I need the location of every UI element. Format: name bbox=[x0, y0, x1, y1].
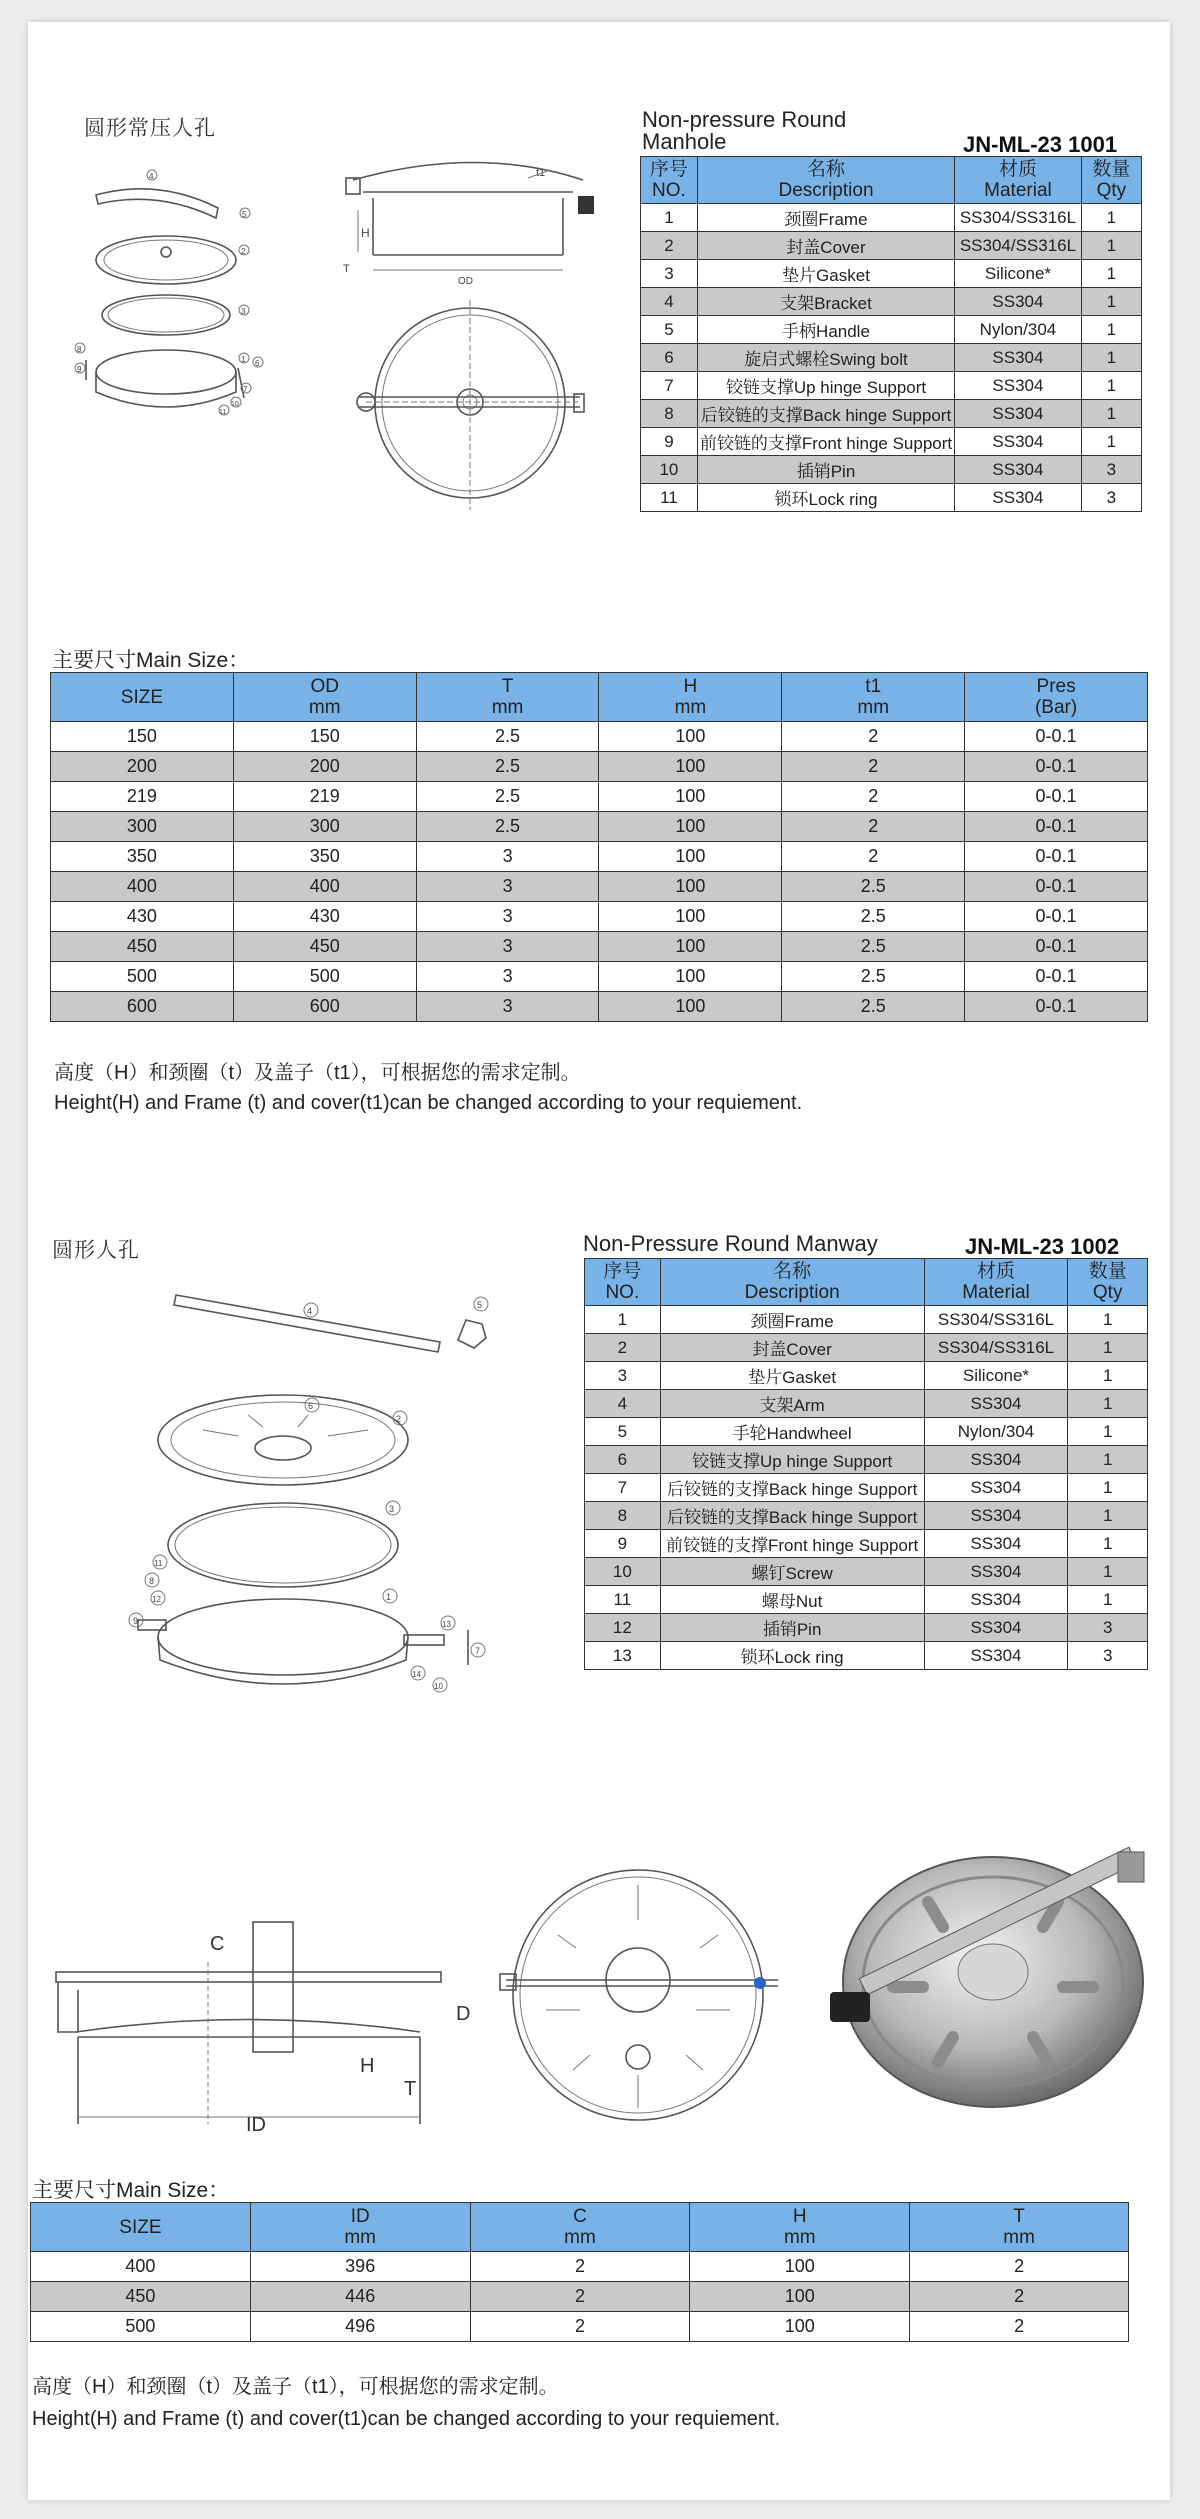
size-cell: 350 bbox=[233, 842, 416, 872]
parts-cell-no: 7 bbox=[641, 372, 698, 400]
parts-cell-no: 1 bbox=[585, 1306, 661, 1334]
parts-cell-no: 8 bbox=[585, 1502, 661, 1530]
size-cell: 150 bbox=[233, 722, 416, 752]
size-cell: 100 bbox=[599, 902, 782, 932]
callout2-12: 12 bbox=[152, 1595, 161, 1604]
parts-cell-qty: 1 bbox=[1081, 316, 1141, 344]
callout-1: 1 bbox=[241, 355, 246, 364]
parts-cell-qty: 3 bbox=[1081, 456, 1141, 484]
parts-cell-material: SS304/SS316L bbox=[924, 1306, 1068, 1334]
callout-6: 6 bbox=[255, 359, 260, 368]
dim-d-label: D bbox=[456, 2003, 471, 2025]
callout2-10: 10 bbox=[434, 1682, 443, 1691]
parts-cell-material: SS304/SS316L bbox=[955, 232, 1082, 260]
size-cell: 100 bbox=[690, 2252, 910, 2282]
callout2-11: 11 bbox=[154, 1559, 163, 1568]
size-cell: 0-0.1 bbox=[965, 872, 1148, 902]
size-cell: 500 bbox=[233, 962, 416, 992]
size-col-header: T mm bbox=[416, 673, 599, 722]
parts-row bbox=[641, 288, 1142, 316]
parts-cell-desc: 插销Pin bbox=[697, 456, 954, 484]
size-cell: 100 bbox=[599, 992, 782, 1022]
parts-cell-no: 6 bbox=[585, 1446, 661, 1474]
product1-section-drawing bbox=[328, 140, 628, 530]
parts-cell-no: 11 bbox=[641, 484, 698, 512]
parts-cell-material: SS304 bbox=[924, 1558, 1068, 1586]
callout2-8: 8 bbox=[149, 1576, 155, 1586]
callout-2: 2 bbox=[241, 247, 246, 256]
size-row bbox=[51, 752, 1148, 782]
parts-cell-no: 2 bbox=[585, 1334, 661, 1362]
size-cell: 100 bbox=[599, 782, 782, 812]
parts-cell-qty: 1 bbox=[1068, 1502, 1148, 1530]
size-cell: 430 bbox=[51, 902, 234, 932]
parts-cell-qty: 1 bbox=[1068, 1558, 1148, 1586]
product2-size-table bbox=[30, 2202, 1129, 2342]
size-cell: 2.5 bbox=[416, 752, 599, 782]
size-cell: 3 bbox=[416, 842, 599, 872]
parts-cell-material: SS304 bbox=[924, 1586, 1068, 1614]
parts-cell-no: 4 bbox=[641, 288, 698, 316]
parts-cell-no: 5 bbox=[585, 1418, 661, 1446]
parts-cell-no: 11 bbox=[585, 1586, 661, 1614]
parts-cell-qty: 1 bbox=[1068, 1446, 1148, 1474]
parts-cell-material: Silicone* bbox=[955, 260, 1082, 288]
parts-row bbox=[585, 1362, 1148, 1390]
size-cell: 2.5 bbox=[782, 962, 965, 992]
size-cell: 3 bbox=[416, 992, 599, 1022]
parts-cell-desc: 螺钉Screw bbox=[660, 1558, 924, 1586]
parts-cell-no: 10 bbox=[585, 1558, 661, 1586]
size-cell: 496 bbox=[250, 2312, 470, 2342]
size-cell: 219 bbox=[51, 782, 234, 812]
parts-cell-qty: 1 bbox=[1081, 232, 1141, 260]
size-cell: 2 bbox=[782, 812, 965, 842]
parts-cell-desc: 支架Arm bbox=[660, 1390, 924, 1418]
size-row bbox=[51, 812, 1148, 842]
parts-row bbox=[585, 1446, 1148, 1474]
size-col-header: SIZE bbox=[31, 2203, 251, 2252]
size-cell: 100 bbox=[599, 842, 782, 872]
product2-model-code: JN-ML-23 1002 bbox=[965, 1234, 1120, 1259]
parts-cell-qty: 1 bbox=[1068, 1334, 1148, 1362]
dim-id-label: ID bbox=[246, 2114, 266, 2132]
size-cell: 2 bbox=[782, 842, 965, 872]
size-cell: 2.5 bbox=[782, 902, 965, 932]
callout-4: 4 bbox=[149, 172, 154, 181]
parts-cell-desc: 颈圈Frame bbox=[660, 1306, 924, 1334]
parts-cell-desc: 锁环Lock ring bbox=[697, 484, 954, 512]
size-cell: 430 bbox=[233, 902, 416, 932]
size-cell: 200 bbox=[51, 752, 234, 782]
parts-row bbox=[585, 1306, 1148, 1334]
size-cell: 2 bbox=[910, 2312, 1129, 2342]
size-cell: 450 bbox=[51, 932, 234, 962]
size-cell: 600 bbox=[233, 992, 416, 1022]
parts-cell-no: 9 bbox=[585, 1530, 661, 1558]
size-row bbox=[51, 992, 1148, 1022]
parts-row bbox=[641, 260, 1142, 288]
parts-cell-material: Nylon/304 bbox=[924, 1418, 1068, 1446]
parts-row bbox=[641, 232, 1142, 260]
parts-cell-qty: 1 bbox=[1068, 1418, 1148, 1446]
size-cell: 219 bbox=[233, 782, 416, 812]
parts-cell-no: 4 bbox=[585, 1390, 661, 1418]
size-cell: 100 bbox=[599, 932, 782, 962]
parts-cell-desc: 前铰链的支撑Front hinge Support bbox=[660, 1530, 924, 1558]
product2-cn-title: 圆形人孔 bbox=[52, 1239, 140, 1262]
size-cell: 2.5 bbox=[416, 812, 599, 842]
parts-cell-no: 8 bbox=[641, 400, 698, 428]
parts-row bbox=[641, 344, 1142, 372]
size-cell: 100 bbox=[599, 812, 782, 842]
size-cell: 0-0.1 bbox=[965, 752, 1148, 782]
parts-cell-qty: 1 bbox=[1068, 1586, 1148, 1614]
parts-row bbox=[585, 1390, 1148, 1418]
callout2-2: 2 bbox=[396, 1414, 402, 1424]
parts-cell-qty: 3 bbox=[1081, 484, 1141, 512]
parts-cell-material: SS304 bbox=[924, 1530, 1068, 1558]
size-cell: 2 bbox=[470, 2312, 690, 2342]
product2-photo-illustration bbox=[828, 1822, 1158, 2122]
size-cell: 3 bbox=[416, 932, 599, 962]
parts-cell-desc: 后铰链的支撑Back hinge Support bbox=[660, 1474, 924, 1502]
size-cell: 350 bbox=[51, 842, 234, 872]
size-cell: 0-0.1 bbox=[965, 842, 1148, 872]
callout2-7: 7 bbox=[475, 1646, 481, 1656]
product2-note-en: Height(H) and Frame (t) and cover(t1)can be changed according to your requiement. bbox=[32, 2408, 781, 2430]
parts-row bbox=[641, 204, 1142, 232]
col-no-header: 序号 NO. bbox=[641, 157, 698, 204]
product1-title-line2: Manhole bbox=[642, 129, 727, 154]
size-col-header: H mm bbox=[599, 673, 782, 722]
col-qty-header: 数量 Qty bbox=[1081, 157, 1141, 204]
parts-cell-desc: 封盖Cover bbox=[660, 1334, 924, 1362]
parts-cell-qty: 1 bbox=[1068, 1530, 1148, 1558]
size-cell: 450 bbox=[233, 932, 416, 962]
size-row bbox=[51, 722, 1148, 752]
parts-row bbox=[585, 1642, 1148, 1670]
parts-row bbox=[585, 1614, 1148, 1642]
product1-size-title: 主要尺寸Main Size： bbox=[52, 649, 250, 672]
size-cell: 2 bbox=[910, 2282, 1129, 2312]
callout2-5: 5 bbox=[477, 1300, 483, 1310]
product1-parts-table bbox=[640, 156, 1142, 512]
parts-cell-desc: 后铰链的支撑Back hinge Support bbox=[697, 400, 954, 428]
dim-h-label2: H bbox=[360, 2055, 375, 2077]
parts-cell-material: SS304 bbox=[924, 1446, 1068, 1474]
size-cell: 0-0.1 bbox=[965, 782, 1148, 812]
callout2-13: 13 bbox=[442, 1620, 451, 1629]
size-col-header: t1 mm bbox=[782, 673, 965, 722]
parts-cell-qty: 1 bbox=[1081, 344, 1141, 372]
product2-section-drawing bbox=[48, 1892, 478, 2132]
size-col-header: T mm bbox=[910, 2203, 1129, 2252]
callout2-4: 4 bbox=[307, 1306, 313, 1316]
parts-row bbox=[641, 456, 1142, 484]
parts-cell-material: SS304/SS316L bbox=[955, 204, 1082, 232]
size-cell: 100 bbox=[690, 2282, 910, 2312]
size-row bbox=[51, 782, 1148, 812]
parts-cell-qty: 1 bbox=[1081, 400, 1141, 428]
parts-cell-desc: 锁环Lock ring bbox=[660, 1642, 924, 1670]
product2-title: Non-Pressure Round Manway bbox=[583, 1231, 878, 1256]
catalog-page bbox=[28, 22, 1170, 2500]
parts-cell-qty: 1 bbox=[1068, 1390, 1148, 1418]
size-cell: 2.5 bbox=[416, 722, 599, 752]
callout2-1: 1 bbox=[386, 1592, 392, 1602]
size-cell: 2 bbox=[470, 2252, 690, 2282]
parts-cell-material: SS304 bbox=[955, 456, 1082, 484]
col-material-header: 材质 Material bbox=[924, 1259, 1068, 1306]
parts-cell-material: Silicone* bbox=[924, 1362, 1068, 1390]
parts-cell-qty: 1 bbox=[1068, 1474, 1148, 1502]
parts-cell-no: 2 bbox=[641, 232, 698, 260]
size-row bbox=[51, 932, 1148, 962]
size-col-header: Pres (Bar) bbox=[965, 673, 1148, 722]
size-col-header: SIZE bbox=[51, 673, 234, 722]
size-cell: 100 bbox=[599, 962, 782, 992]
parts-cell-qty: 1 bbox=[1081, 372, 1141, 400]
parts-row bbox=[641, 372, 1142, 400]
size-col-header: C mm bbox=[470, 2203, 690, 2252]
product1-note-en: Height(H) and Frame (t) and cover(t1)can be changed according to your requiement. bbox=[54, 1092, 803, 1114]
parts-cell-material: SS304 bbox=[955, 484, 1082, 512]
parts-cell-material: SS304 bbox=[955, 372, 1082, 400]
parts-cell-material: SS304 bbox=[924, 1642, 1068, 1670]
product2-size-title: 主要尺寸Main Size： bbox=[32, 2179, 230, 2202]
size-cell: 0-0.1 bbox=[965, 812, 1148, 842]
size-cell: 2 bbox=[470, 2282, 690, 2312]
callout2-14: 14 bbox=[412, 1670, 421, 1679]
parts-cell-desc: 后铰链的支撑Back hinge Support bbox=[660, 1502, 924, 1530]
col-desc-header: 名称 Description bbox=[697, 157, 954, 204]
size-col-header: H mm bbox=[690, 2203, 910, 2252]
parts-cell-no: 3 bbox=[641, 260, 698, 288]
size-cell: 500 bbox=[31, 2312, 251, 2342]
parts-row bbox=[585, 1418, 1148, 1446]
callout-10: 10 bbox=[231, 401, 239, 408]
product1-model-code: JN-ML-23 1001 bbox=[963, 132, 1118, 157]
size-cell: 0-0.1 bbox=[965, 932, 1148, 962]
size-row bbox=[51, 872, 1148, 902]
dim-t-label2: T bbox=[404, 2078, 417, 2100]
dim-t-label: T bbox=[343, 263, 350, 275]
size-cell: 3 bbox=[416, 962, 599, 992]
parts-cell-desc: 铰链支撑Up hinge Support bbox=[697, 372, 954, 400]
dim-c-label: C bbox=[210, 1933, 225, 1955]
callout-9: 9 bbox=[77, 365, 82, 374]
parts-cell-desc: 螺母Nut bbox=[660, 1586, 924, 1614]
parts-cell-qty: 1 bbox=[1081, 260, 1141, 288]
size-col-header: ID mm bbox=[250, 2203, 470, 2252]
product1-note-cn: 高度（H）和颈圈（t）及盖子（t1），可根据您的需求定制。 bbox=[54, 1062, 581, 1084]
size-cell: 2 bbox=[782, 752, 965, 782]
parts-row bbox=[585, 1530, 1148, 1558]
size-cell: 2.5 bbox=[782, 932, 965, 962]
callout2-3: 3 bbox=[389, 1504, 395, 1514]
parts-cell-no: 7 bbox=[585, 1474, 661, 1502]
parts-cell-qty: 3 bbox=[1068, 1642, 1148, 1670]
size-col-header: OD mm bbox=[233, 673, 416, 722]
parts-cell-no: 5 bbox=[641, 316, 698, 344]
parts-cell-no: 13 bbox=[585, 1642, 661, 1670]
parts-row bbox=[641, 428, 1142, 456]
parts-cell-material: SS304 bbox=[955, 288, 1082, 316]
parts-cell-no: 3 bbox=[585, 1362, 661, 1390]
parts-row bbox=[585, 1474, 1148, 1502]
size-row bbox=[31, 2282, 1129, 2312]
parts-cell-material: SS304 bbox=[924, 1502, 1068, 1530]
parts-cell-qty: 3 bbox=[1068, 1614, 1148, 1642]
size-cell: 400 bbox=[233, 872, 416, 902]
parts-cell-no: 6 bbox=[641, 344, 698, 372]
size-cell: 0-0.1 bbox=[965, 902, 1148, 932]
callout-11: 11 bbox=[219, 409, 227, 416]
parts-row bbox=[585, 1558, 1148, 1586]
parts-cell-no: 10 bbox=[641, 456, 698, 484]
parts-cell-material: SS304/SS316L bbox=[924, 1334, 1068, 1362]
size-row bbox=[51, 962, 1148, 992]
parts-cell-desc: 垫片Gasket bbox=[697, 260, 954, 288]
size-cell: 100 bbox=[599, 752, 782, 782]
size-cell: 300 bbox=[51, 812, 234, 842]
size-cell: 100 bbox=[599, 722, 782, 752]
parts-cell-desc: 颈圈Frame bbox=[697, 204, 954, 232]
parts-row bbox=[585, 1334, 1148, 1362]
size-cell: 300 bbox=[233, 812, 416, 842]
col-no-header: 序号 NO. bbox=[585, 1259, 661, 1306]
parts-cell-desc: 手轮Handwheel bbox=[660, 1418, 924, 1446]
size-cell: 100 bbox=[690, 2312, 910, 2342]
size-row bbox=[31, 2312, 1129, 2342]
callout-8: 8 bbox=[77, 345, 82, 354]
size-cell: 0-0.1 bbox=[965, 962, 1148, 992]
product2-parts-table bbox=[584, 1258, 1148, 1670]
parts-cell-no: 9 bbox=[641, 428, 698, 456]
size-row bbox=[51, 902, 1148, 932]
parts-cell-material: SS304 bbox=[924, 1390, 1068, 1418]
parts-row bbox=[641, 400, 1142, 428]
size-cell: 2 bbox=[782, 782, 965, 812]
parts-row bbox=[641, 484, 1142, 512]
parts-cell-desc: 手柄Handle bbox=[697, 316, 954, 344]
size-cell: 600 bbox=[51, 992, 234, 1022]
size-cell: 3 bbox=[416, 902, 599, 932]
parts-cell-desc: 垫片Gasket bbox=[660, 1362, 924, 1390]
size-cell: 0-0.1 bbox=[965, 992, 1148, 1022]
size-row bbox=[51, 842, 1148, 872]
product2-top-view bbox=[498, 1860, 778, 2130]
parts-cell-material: SS304 bbox=[955, 344, 1082, 372]
callout2-9: 9 bbox=[133, 1616, 139, 1626]
parts-cell-qty: 1 bbox=[1068, 1306, 1148, 1334]
size-cell: 400 bbox=[51, 872, 234, 902]
product1-exploded-drawing bbox=[68, 140, 318, 430]
parts-cell-no: 1 bbox=[641, 204, 698, 232]
size-row bbox=[31, 2252, 1129, 2282]
parts-cell-material: SS304 bbox=[924, 1614, 1068, 1642]
parts-cell-qty: 1 bbox=[1081, 288, 1141, 316]
size-cell: 150 bbox=[51, 722, 234, 752]
parts-cell-material: SS304 bbox=[955, 400, 1082, 428]
size-cell: 446 bbox=[250, 2282, 470, 2312]
parts-row bbox=[641, 316, 1142, 344]
callout-3: 3 bbox=[241, 307, 246, 316]
parts-cell-qty: 1 bbox=[1081, 428, 1141, 456]
product1-cn-title: 圆形常压人孔 bbox=[84, 117, 216, 140]
parts-cell-qty: 1 bbox=[1068, 1362, 1148, 1390]
col-desc-header: 名称 Description bbox=[660, 1259, 924, 1306]
callout-7: 7 bbox=[243, 385, 248, 394]
col-qty-header: 数量 Qty bbox=[1068, 1259, 1148, 1306]
size-cell: 2 bbox=[910, 2252, 1129, 2282]
size-cell: 3 bbox=[416, 872, 599, 902]
size-cell: 2.5 bbox=[416, 782, 599, 812]
parts-cell-desc: 铰链支撑Up hinge Support bbox=[660, 1446, 924, 1474]
product1-title-line1: Non-pressure Round bbox=[642, 107, 847, 132]
size-cell: 2.5 bbox=[782, 872, 965, 902]
size-cell: 100 bbox=[599, 872, 782, 902]
size-cell: 396 bbox=[250, 2252, 470, 2282]
parts-row bbox=[585, 1502, 1148, 1530]
dim-t1-label: t1 bbox=[536, 167, 546, 179]
size-cell: 0-0.1 bbox=[965, 722, 1148, 752]
size-cell: 450 bbox=[31, 2282, 251, 2312]
dim-od-label: OD bbox=[458, 276, 473, 287]
parts-row bbox=[585, 1586, 1148, 1614]
size-cell: 200 bbox=[233, 752, 416, 782]
product1-size-table bbox=[50, 672, 1148, 1022]
product2-exploded-drawing bbox=[68, 1280, 528, 1700]
parts-cell-material: SS304 bbox=[955, 428, 1082, 456]
parts-cell-material: SS304 bbox=[924, 1474, 1068, 1502]
parts-cell-desc: 支架Bracket bbox=[697, 288, 954, 316]
size-cell: 2 bbox=[782, 722, 965, 752]
parts-cell-desc: 旋启式螺栓Swing bolt bbox=[697, 344, 954, 372]
parts-cell-material: Nylon/304 bbox=[955, 316, 1082, 344]
size-cell: 2.5 bbox=[782, 992, 965, 1022]
callout-5: 5 bbox=[242, 210, 247, 219]
product2-note-cn: 高度（H）和颈圈（t）及盖子（t1），可根据您的需求定制。 bbox=[32, 2376, 559, 2398]
callout2-6: 6 bbox=[308, 1401, 314, 1411]
parts-cell-qty: 1 bbox=[1081, 204, 1141, 232]
parts-cell-desc: 插销Pin bbox=[660, 1614, 924, 1642]
parts-cell-desc: 封盖Cover bbox=[697, 232, 954, 260]
dim-h-label: H bbox=[361, 226, 370, 240]
col-material-header: 材质 Material bbox=[955, 157, 1082, 204]
size-cell: 400 bbox=[31, 2252, 251, 2282]
parts-cell-desc: 前铰链的支撑Front hinge Support bbox=[697, 428, 954, 456]
size-cell: 500 bbox=[51, 962, 234, 992]
parts-cell-no: 12 bbox=[585, 1614, 661, 1642]
